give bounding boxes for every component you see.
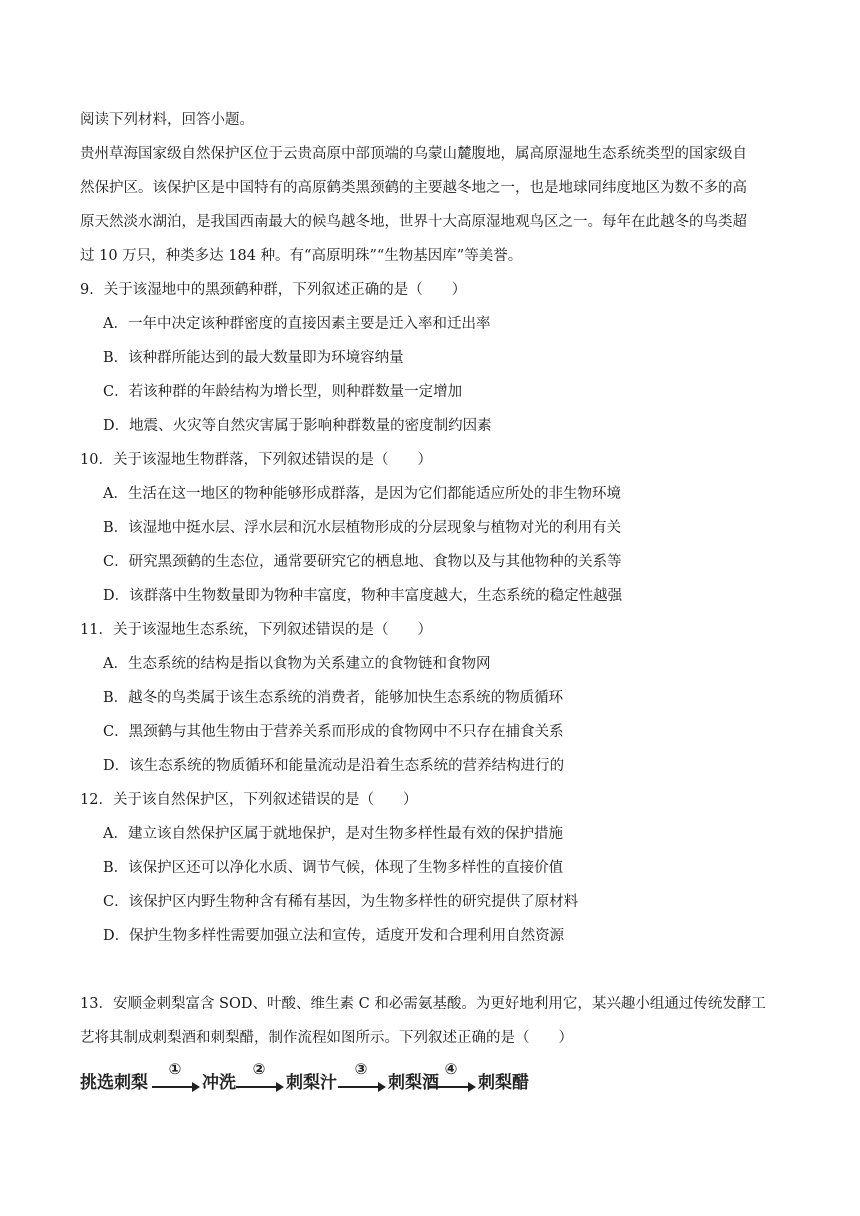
passage-line: 过 10 万只，种类多达 184 种。有“高原明珠”“生物基因库”等美誉。 — [80, 248, 523, 264]
question-11-option-a: A．生态系统的结构是指以食物为关系建立的食物链和食物网 — [103, 656, 491, 672]
flow-step-wine: 刺梨酒 — [388, 1073, 439, 1093]
question-13-stem-line: 13．安顺金刺梨富含 SOD、叶酸、维生素 C 和必需氨基酸。为更好地利用它，某兴趣小组通过传统发酵工 — [80, 996, 766, 1012]
question-10-option-d: D．该群落中生物数量即为物种丰富度，物种丰富度越大，生态系统的稳定性越强 — [103, 588, 623, 604]
reading-instruction: 阅读下列材料，回答小题。 — [80, 112, 254, 128]
question-12-option-d: D．保护生物多样性需要加强立法和宣传，适度开发和合理利用自然资源 — [103, 928, 565, 944]
question-12-option-a: A．建立该自然保护区属于就地保护，是对生物多样性最有效的保护措施 — [103, 826, 563, 842]
flow-arrow-icon — [150, 1060, 200, 1100]
question-10-option-b: B．该湿地中挺水层、浮水层和沉水层植物形成的分层现象与植物对光的利用有关 — [103, 520, 622, 536]
question-11-option-d: D．该生态系统的物质循环和能量流动是沿着生态系统的营养结构进行的 — [103, 758, 565, 774]
flow-arrow-label-4: ④ — [444, 1060, 458, 1078]
question-11-option-b: B．越冬的鸟类属于该生态系统的消费者，能够加快生态系统的物质循环 — [103, 690, 564, 706]
flow-arrow-icon — [234, 1060, 284, 1100]
question-9-option-c: C．若该种群的年龄结构为增长型，则种群数量一定增加 — [103, 384, 463, 400]
question-9-stem: 9．关于该湿地中的黑颈鹤种群，下列叙述正确的是（ ） — [80, 282, 467, 298]
flow-arrow-label-2: ② — [252, 1060, 266, 1078]
flow-arrow-icon — [336, 1060, 386, 1100]
flow-step-rinse: 冲洗 — [202, 1073, 236, 1093]
flow-step-juice: 刺梨汁 — [286, 1073, 337, 1093]
passage-line: 贵州草海国家级自然保护区位于云贵高原中部顶端的乌蒙山麓腹地，属高原湿地生态系统类型的国家级自 — [80, 146, 747, 162]
question-13-stem-line: 艺将其制成刺梨酒和刺梨醋，制作流程如图所示。下列叙述正确的是（ ） — [80, 1030, 573, 1046]
flow-arrow-icon — [426, 1060, 476, 1100]
question-9-option-b: B．该种群所能达到的最大数量即为环境容纳量 — [103, 350, 404, 366]
flow-step-vinegar: 刺梨醋 — [478, 1073, 529, 1093]
question-10-stem: 10．关于该湿地生物群落，下列叙述错误的是（ ） — [80, 452, 432, 468]
question-12-option-c: C．该保护区内野生物种含有稀有基因，为生物多样性的研究提供了原材料 — [103, 894, 579, 910]
question-12-option-b: B．该保护区还可以净化水质、调节气候，体现了生物多样性的直接价值 — [103, 860, 564, 876]
question-10-option-c: C．研究黑颈鹤的生态位，通常要研究它的栖息地、食物以及与其他物种的关系等 — [103, 554, 622, 570]
question-11-option-c: C．黑颈鹤与其他生物由于营养关系而形成的食物网中不只存在捕食关系 — [103, 724, 564, 740]
passage-line: 然保护区。该保护区是中国特有的高原鹤类黑颈鹤的主要越冬地之一，也是地球同纬度地区为数不多的高 — [80, 180, 747, 196]
passage-line: 原天然淡水湖泊，是我国西南最大的候鸟越冬地，世界十大高原湿地观鸟区之一。每年在此越冬的鸟类超 — [80, 214, 747, 230]
flow-arrow-label-3: ③ — [354, 1060, 368, 1078]
question-11-stem: 11．关于该湿地生态系统，下列叙述错误的是（ ） — [80, 622, 432, 638]
question-12-stem: 12．关于该自然保护区，下列叙述错误的是（ ） — [80, 792, 418, 808]
question-9-option-d: D．地震、火灾等自然灾害属于影响种群数量的密度制约因素 — [103, 418, 492, 434]
flow-arrow-label-1: ① — [168, 1060, 182, 1078]
question-9-option-a: A．一年中决定该种群密度的直接因素主要是迁入率和迁出率 — [103, 316, 491, 332]
flow-step-select-fruit: 挑选刺梨 — [80, 1073, 148, 1093]
question-10-option-a: A．生活在这一地区的物种能够形成群落，是因为它们都能适应所处的非生物环境 — [103, 486, 621, 502]
